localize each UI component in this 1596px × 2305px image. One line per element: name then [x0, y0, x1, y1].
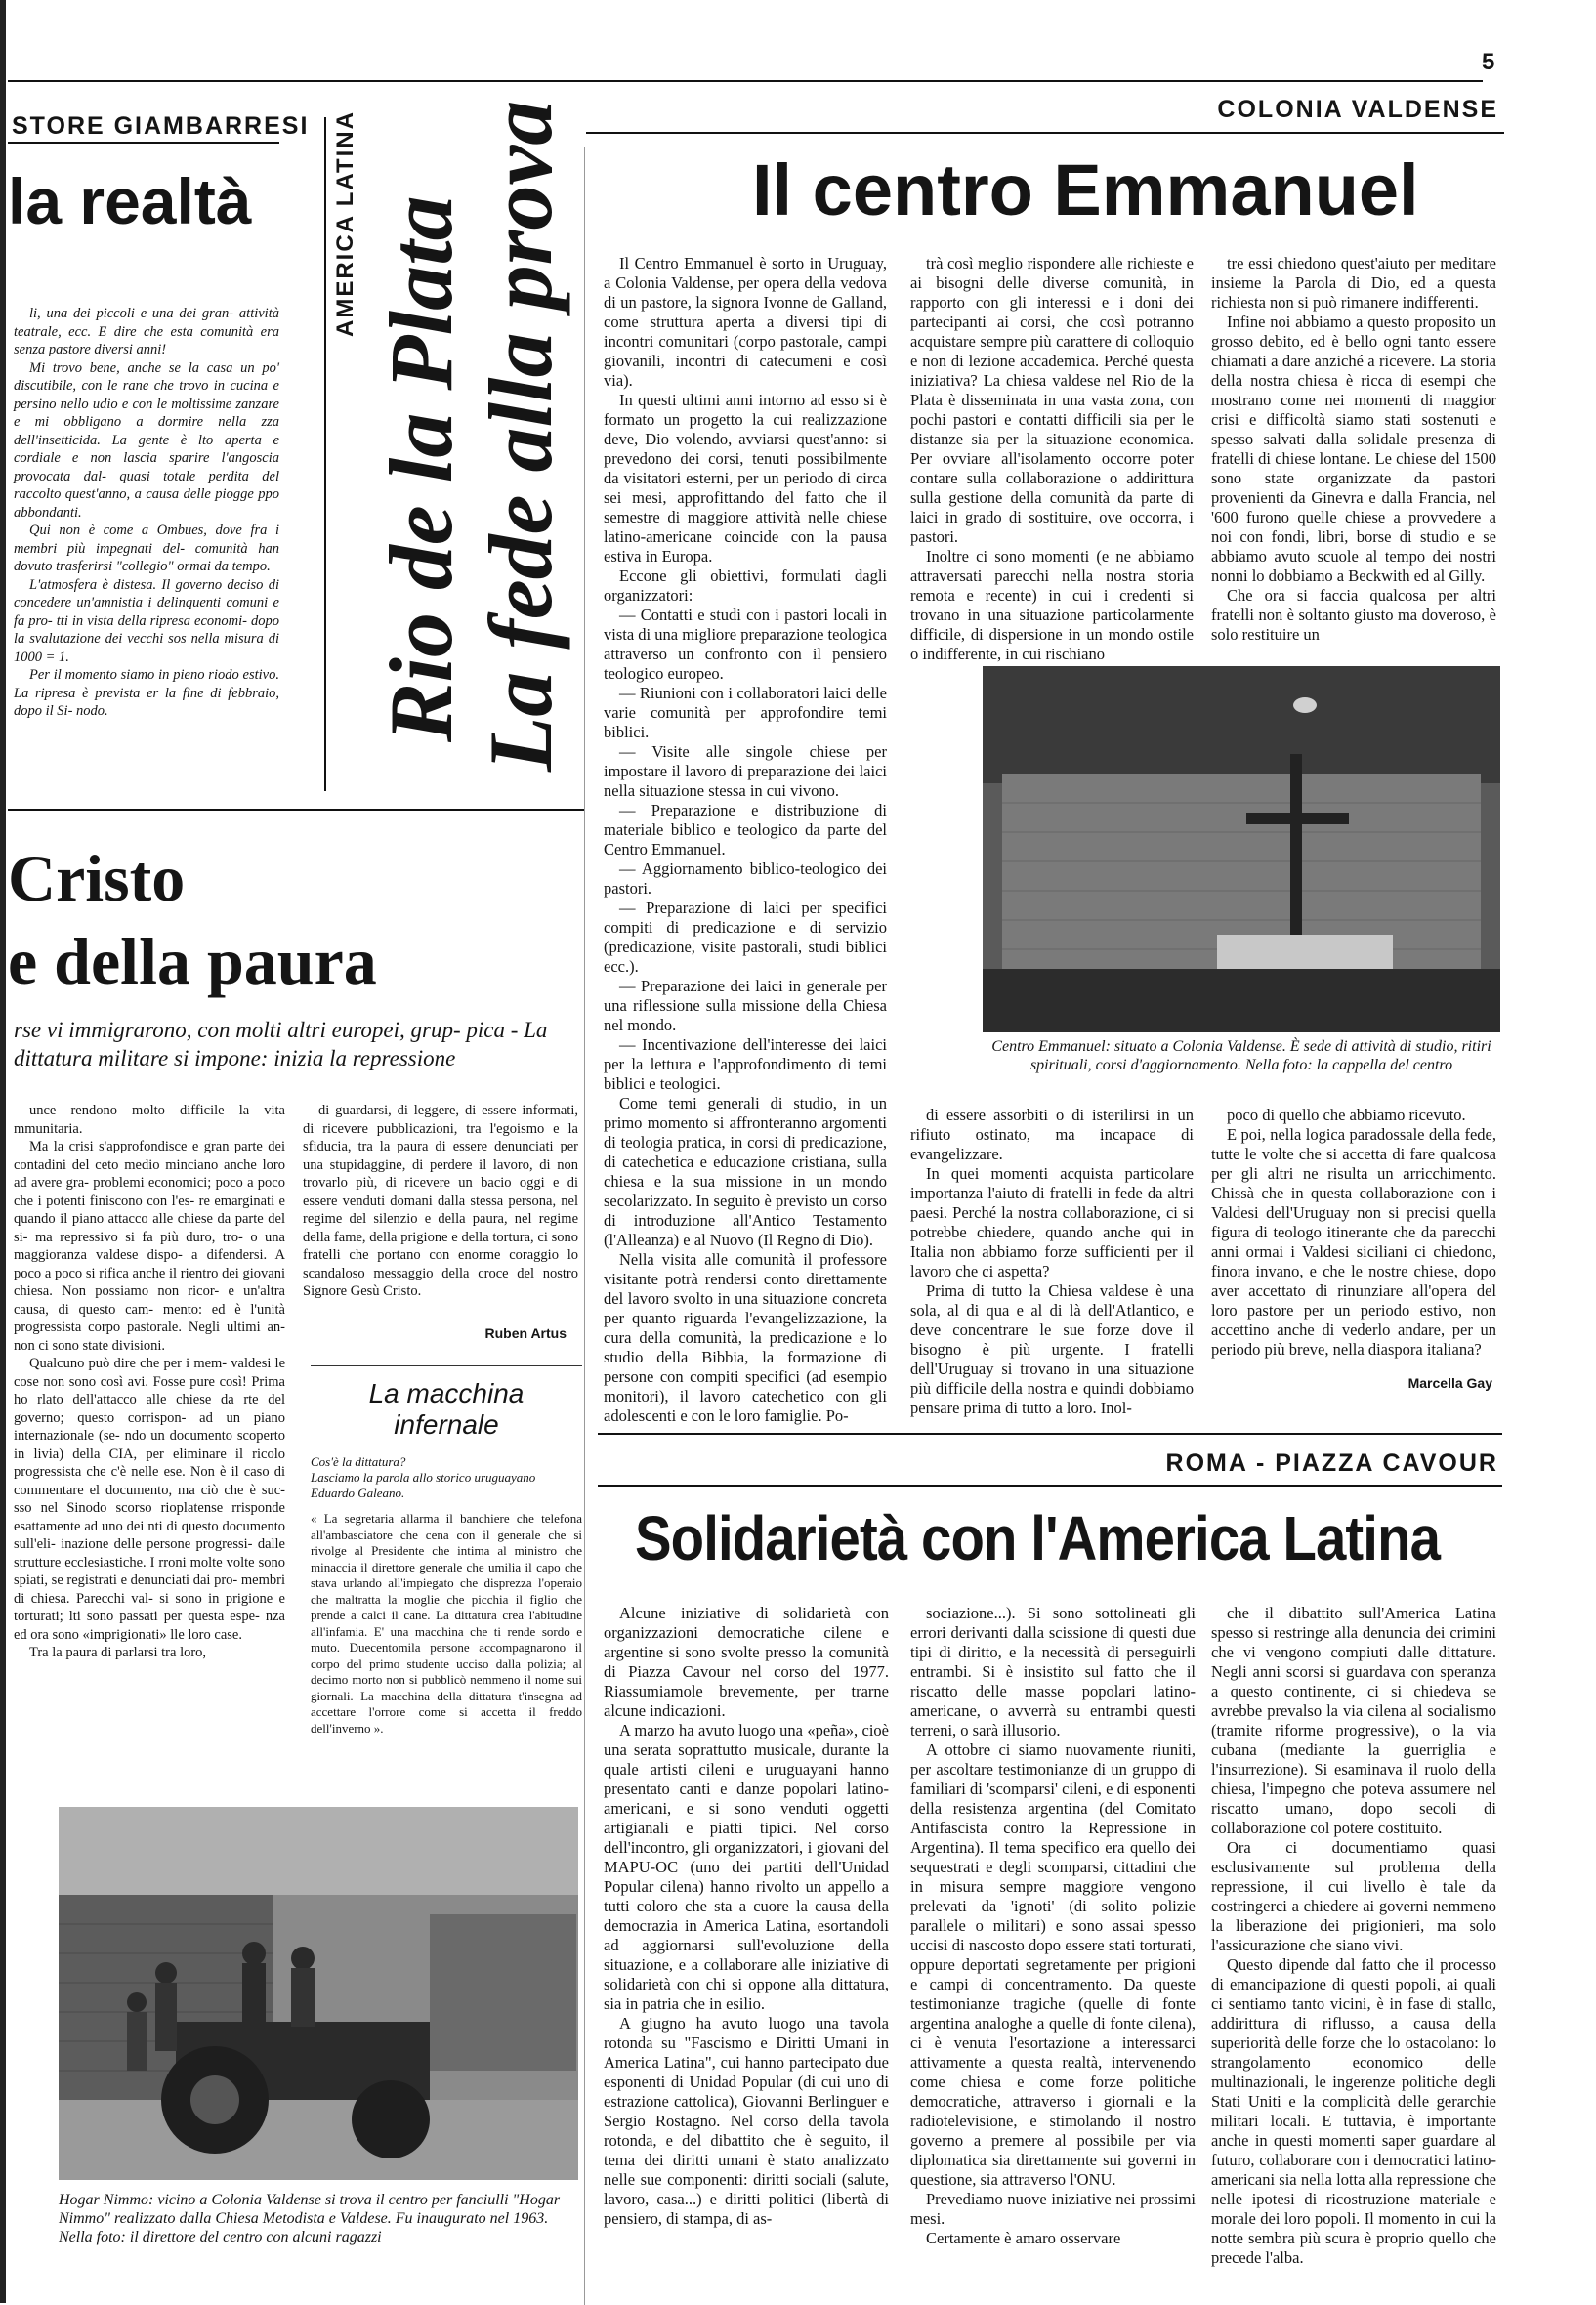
colonia-col3	[1211, 254, 1496, 656]
paragraph: — Contatti e studi con i pastori locali in vista di una migliore preparazione teologica attraverso un confronto con il pensiero teologico europeo.	[604, 606, 888, 683]
paragraph: che il dibattito sull'America Latina spesso si restringe alla denuncia dei crimini che vi vengono compiuti dalle dittature. Negli anni scorsi si guardava con speranza a questo continente, ci si chiedeva se avrebbe prevalso la via cilena al socialismo (tramite riforme progressive), o la via cubana (mediante la guerriglia e l'insurrezione). Si esaminava il ruolo della chiesa, l'impegno che poteva assumere nel riscatto umano, dopo secoli di collaborazione col potere costituito.	[1211, 1604, 1496, 1837]
roma-col2	[910, 1604, 1196, 2297]
macchina-quote: « La segretaria allarma il banchiere che telefona all'ambasciatore che cena con il generale che si rivolge al Presidente che intima al ministro che minaccia il direttore generale che umilia il capo che stava urlando all'impiegato che disprezza l'operaio che maltratta la moglie che picchia il figlio che prende a calci il cane. La dittatura crea l'abitudine all'infamia. E' una macchina che ti rende sordo e muto. Duecentomila persone accompagnarono il corpo del primo studente ucciso dalla polizia; al decimo morto non si pubblicò nemmeno il nome sui giornali. La macchina della dittatura t'insegna ad accettare l'orrore come si accetta il freddo dell'inverno ».	[311, 1511, 582, 1736]
roma-col1	[604, 1604, 889, 2297]
paragraph: Eccone gli obiettivi, formulati dagli organizzatori:	[604, 566, 887, 605]
fede-title: La fede alla prova	[471, 100, 570, 772]
colonia-headline: Il centro Emmanuel	[752, 149, 1419, 230]
paragraph: Infine noi abbiamo a questo proposito un grosso debito, ed è bello ogni tanto essere chiamati a dare anziché a ricevere. La storia della nostra chiesa è ricca di esempi che mostrano come nei momenti di maggior crisi e difficoltà siamo stati sostenuti e spesso salvati dalla solidale presenza di fratelli di chiese lontane. Le chiese del 1500 sono state organizzate da pastori provenienti da Ginevra e dalla Francia, nel '600 furono quelle chiese a provvedere a noi con fondi, libri, borse di studio e se abbiamo avuto scuole al tempo dei nostri nonni lo dobbiamo a Beckwith ed al Gilly.	[1211, 313, 1496, 585]
paragraph: — Preparazione di laici per specifici compiti di predicazione e di servizio (predicazione, visite pastorali, studi biblici ecc.).	[604, 899, 887, 976]
left-kicker-rule	[8, 142, 279, 144]
paragraph: sociazione...). Si sono sottolineati gli errori derivanti dalla scissione di questi due tipi di diritto, e la necessità di perseguirli entrambi. Si è insistito sul fatto che il riscatto delle masse popolari latino-americane, o avverrà su entrambi questi terreni, o sarà illusorio.	[910, 1604, 1196, 1739]
top-rule	[8, 80, 1483, 82]
paragraph: Qui non è come a Ombues, dove fra i membri più impegnati del- comunità han dovuto trasferirsi "collegio" ormai da tempo.	[14, 523, 279, 574]
paragraph: tre essi chiedono quest'aiuto per meditare insieme la Parola di Dio, ed a questa richiesta non si può rimanere indifferenti.	[1211, 254, 1496, 312]
paragraph: A marzo ha avuto luogo una «peña», cioè una serata soprattutto musicale, durante la quale artisti cileni e uruguayani hanno presentato canti e danze popolari latino-americani, e si sono venduti oggetti artigianali e piatti tipici. Nel corso dell'incontro, gli organizzatori, i giovani del MAPU-OC (uno dei partiti dell'Unidad Popular cilena) hanno rivolto un appello a tutti coloro che sta a cuore la causa della democrazia in America Latina, esortandoli ad aggiornarsi sull'evoluzione della situazione, e a collaborare alle iniziative di solidarietà con chi si oppone alla dittatura, sia in patria che in esilio.	[604, 1721, 889, 2013]
paragraph: L'atmosfera è distesa. Il governo deciso di concedere un'amnistia i delinquenti comuni e fa pro- tti in vista della ripresa economi- dopo la svalutazione dei vecchi sos nella misura di 1000 = 1.	[14, 576, 279, 665]
paragraph: — Preparazione dei laici in generale per una riflessione sulla missione della Chiesa nel mondo.	[604, 977, 887, 1034]
paragraph: Tra la paura di parlarsi tra loro,	[29, 1645, 207, 1660]
cristo-headline-2: e della paura	[8, 924, 377, 998]
paragraph: Certamente è amaro osservare	[926, 2229, 1121, 2247]
left-column	[14, 305, 279, 798]
america-latina-kicker: AMERICA LATINA	[332, 110, 358, 337]
paragraph: Prevediamo nuove iniziative nei prossimi mesi.	[910, 2190, 1196, 2228]
colonia-kicker: COLONIA VALDENSE	[1217, 96, 1498, 123]
colonia-col3b	[1211, 1106, 1496, 1379]
macchina-question: Cos'è la dittatura?	[311, 1454, 406, 1469]
paragraph: Che ora si faccia qualcosa per altri fratelli non è soltanto giusto ma doveroso, è solo restituire un	[1211, 586, 1496, 644]
chapel-photo	[983, 666, 1500, 1032]
colonia-col2	[910, 254, 1194, 663]
macchina-box	[311, 1365, 582, 1806]
paragraph: Come temi generali di studio, in un primo momento si affronteranno argomenti di teologia pratica, in corsi di predicazione, di catechetica e educazione cristiana, sulla chiesa e la sua missione in un mondo secolarizzato. In seguito è previsto un corso di introduzione all'Antico Testamento (l'Alleanza) e al Nuovo (Il Regno di Dio).	[604, 1094, 887, 1249]
chapel-caption: Centro Emmanuel: situato a Colonia Valdense. È sede di attività di studio, ritiri spirituali, corsi d'aggiornamento. Nella foto: la cappella del centro	[991, 1038, 1491, 1073]
cristo-byline: Ruben Artus	[484, 1325, 567, 1341]
paragraph: — Incentivazione dell'interesse dei laici per la lettura e l'approfondimento di temi biblici e teologici.	[604, 1035, 887, 1093]
page-number: 5	[1482, 49, 1495, 75]
paragraph: In questi ultimi anni intorno ad esso si è formato un progetto la cui realizzazione deve, Dio volendo, avviarsi quest'anno: si prevedono dei corsi, tenuti possibilmente da visitatori esterni, per un periodo di circa sei mesi, approfittando del fatto che il semestre di maggiore attività nelle chiese latino-americane coincide con la pausa estiva in Europa.	[604, 391, 887, 566]
hogar-nimmo-caption: Hogar Nimmo: vicino a Colonia Valdense si trova il centro per fanciulli "Hogar Nimmo" realizzato dalla Chiesa Metodista e Valdese. Fu inaugurato nel 1963. Nella foto: il direttore del centro con alcuni ragazzi	[59, 2192, 561, 2245]
col-divider-left	[584, 147, 585, 2305]
roma-headline: Solidarietà con l'America Latina	[635, 1503, 1441, 1573]
macchina-title-2: infernale	[394, 1409, 499, 1440]
paragraph: — Aggiornamento biblico-teologico dei pastori.	[604, 859, 887, 898]
paragraph: poco di quello che abbiamo ricevuto.	[1227, 1106, 1466, 1124]
cristo-headline-1: Cristo	[8, 841, 186, 915]
roma-kicker: ROMA - PIAZZA CAVOUR	[1165, 1449, 1498, 1477]
paragraph: Mi trovo bene, anche se la casa un po' discutibile, con le rane che trovo in cucina e persino nello udio e con le moltissime zanzare e mi obbligano a dormire nella zza dell'insetticida. La gente è lto aperta e cordiale e non lascia sparire l'angoscia provocata dal- quasi totale perdita del raccolto quest'anno, a causa delle piogge ppo abbondanti.	[14, 359, 279, 521]
paragraph: Inoltre ci sono momenti (e ne abbiamo attraversati parecchi nella nostra storia remota e recente) in cui i credenti si trovano in una situazione particolarmente difficile, di dispersione in un mondo ostile o indifferente, in cui rischiano	[910, 547, 1194, 663]
paragraph: Il Centro Emmanuel è sorto in Uruguay, a Colonia Valdense, per opera della vedova di un pastore, la signora Ivonne de Galland, come struttura aperta a diversi tipi di incontri comunitari (corpo pastorale, campi giovanili, incontri di catecumeni e così via).	[604, 254, 887, 390]
cristo-deck: rse vi immigrarono, con molti altri europei, grup- pica - La dittatura militare si impone: inizia la repressione	[14, 1018, 548, 1070]
left-headline: la realtà	[8, 165, 252, 237]
paragraph: In quei momenti acquista particolare importanza l'aiuto di fratelli in fede da altri paesi. Perché la nostra collaborazione, ci si potrebbe chiedere, quando anche qui in Italia non abbiamo forze sufficienti per il lavoro che ci aspetta?	[910, 1164, 1194, 1280]
colonia-byline: Marcella Gay	[1407, 1375, 1492, 1391]
paragraph: A ottobre ci siamo nuovamente riuniti, per ascoltare testimonianze di un gruppo di familiari di 'scomparsi' cileni, e di esponenti della resistenza argentina (del Comitato Antifascista contro la Repressione in Argentina). Il tema specifico era quello dei sequestrati e degli scomparsi, cittadini che in misura sempre maggiore vengono prelevati da 'ignoti' (di solito polizie parallele o militari) e sono assai spesso uccisi di nascosto dopo essere stati torturati, oppure deportati segretamente per prigioni e campi di concentramento. Da queste testimonianze tragiche (quelle di fonte argentina analoghe a quelle di fonte cilena), ci è venuta l'esortazione a interessarci attivamente a questa realtà, intervenendo come chiesa e come forze politiche democratiche, attraverso i giornali e la radiotelevisione, e stimolando il nostro governo a premere al possibile per via diplomatica sia direttamente sui governi in questione, sia attraverso l'ONU.	[910, 1740, 1196, 2189]
roma-kicker-rule	[598, 1485, 1502, 1487]
hogar-nimmo-photo	[59, 1807, 578, 2180]
colonia-col1	[604, 254, 888, 1425]
rio-title: Rio de la Plata	[371, 195, 471, 742]
mid-left-rule	[8, 809, 584, 811]
colonia-col2b	[910, 1106, 1194, 1417]
paragraph: trà così meglio rispondere alle richieste e ai bisogni delle diverse comunità, in rapporto con gli interessi e i doni dei partecipanti ai corsi, che così potranno acquistare sempre più carattere di colloquio e non di lezione accademica. Perché questa iniziativa? La chiesa valdese nel Rio de la Plata è disseminata in una vasta zona, con pochi pastori e contatti difficili sia per le distanze sia per la situazione economica. Per ovviare all'isolamento occorre poter contare sulla collaborazione o addirittura sulla gestione della comunità da parte di laici in grado di sostituire, ove occorra, i pastori.	[910, 254, 1194, 546]
paragraph: li, una dei piccoli e una dei gran- attività teatrale, ecc. E dire che esta comunità era senza pastore diversi anni!	[14, 306, 279, 357]
macchina-intro: Lasciamo la parola allo storico uruguayano Eduardo Galeano.	[311, 1470, 536, 1500]
paragraph: Per il momento siamo in pieno riodo estivo. La ripresa è prevista er la fine di febbraio, dopo il Si- nodo.	[14, 667, 279, 719]
paragraph: Ma la crisi s'approfondisce e gran parte dei contadini del ceto medio minciano anche loro ad avere gra- problemi economici; poco a poco che i potenti finiscono con l'es- re emarginati e quando il piano attacco alle chiese da parte del si- ma repressivo si fa più duro, tro- o una maggioranza valdese dispo- a difendersi. A poco a poco si rifica anche il rientro dei giovani chiesa. Non possiamo non ricor- e un'altra causa, di questo cam- mento: ed è l'unità progressista corpo pastorale. Negli ultimi an- non ci sono state divisioni.	[14, 1139, 285, 1354]
roma-top-rule	[598, 1433, 1502, 1435]
binding-edge	[0, 0, 6, 2303]
paragraph: Prima di tutto la Chiesa valdese è una sola, al di qua e al di là dell'Atlantico, e deve concentrare le sue forze dove il bisogno è più urgente. I fratelli dell'Uruguay si trovano in una situazione più difficile della nostra e quindi dobbiamo pensare prima di tutto a loro. Inol-	[910, 1281, 1194, 1417]
paragraph: Qualcuno può dire che per i mem- valdesi le cose non sono così avi. Fosse pure così! Prima ho rlato dell'attacco alle chiese da rte del governo; questo corrispon- ad un piano internazionale (se- ndo un documento scoperto in livia) della CIA, per eliminare il ricolo progressista che c'è nelle ese. Non è il caso di commentare el documento, ma ciò che è suc- sso nel Sinodo scorso rioplatense rrisponde esattamente ad uno dei nti di questo documento sull'eli- inazione delle persone progressi- dalle strutture ecclesiastiche. I rroni molte volte sono spiati, se registrati e denunciati dai pro- membri di chiesa. Parecchi val- si sono in prigione e torturati; lti sono passati per questa espe- nza ed ora sono «imprigionati» lle loro case.	[14, 1356, 285, 1643]
paragraph: — Visite alle singole chiese per impostare il lavoro di preparazione dei laici nella situazione stessa in cui vivono.	[604, 742, 887, 800]
paragraph: A giugno ha avuto luogo una tavola rotonda su "Fascismo e Diritti Umani in America Latina", cui hanno partecipato due esponenti di Unidad Popular (di cui uno di estrazione cattolica), Giovanni Berlinguer e Sergio Rostagno. Nel corso della tavola rotonda, e del dibattito che è seguito, il tema dei diritti umani è stato analizzato nelle sue componenti: diritti sociali (salute, lavoro, casa...) e diritti politici (libertà di pensiero, di stampa, di as-	[604, 2014, 889, 2228]
macchina-title-1: La macchina	[368, 1378, 525, 1408]
roma-col3	[1211, 1604, 1496, 2297]
hogar-photo-art	[59, 1807, 578, 2180]
paragraph: Alcune iniziative di solidarietà con organizzazioni democratiche cilene e argentine si sono svolte presso la comunità di Piazza Cavour nel corso del 1977. Riassumiamole brevemente, per trarne alcune indicazioni.	[604, 1604, 889, 1720]
paragraph: di guardarsi, di leggere, di essere informati, di ricevere pubblicazioni, tra l'egoismo e la sfiducia, tra la paura di essere denunciati per una stupidaggine, di perdere il lavoro, di non trovarlo più, di ricevere un bacio oggi e di essere venduti domani dalla stessa persona, nel regime del silenzio e della paura, nel regime della fame, della prigione e della tortura, ci sono fratelli che portano con enorme coraggio lo scandaloso messaggio della croce del nostro Signore Gesù Cristo.	[303, 1103, 578, 1299]
paragraph: — Riunioni con i collaboratori laici delle varie comunità per approfondire temi biblici.	[604, 684, 887, 741]
left-kicker: STORE GIAMBARRESI	[12, 112, 310, 140]
chapel-photo-art	[983, 666, 1500, 1032]
paragraph: di essere assorbiti o di isterilirsi in un rifiuto ostinato, ma incapace di evangelizzare.	[910, 1106, 1194, 1163]
cristo-col2	[303, 1102, 578, 1331]
paragraph: Ora ci documentiamo quasi esclusivamente sul problema della repressione, il cui livello è tale da costringerci a chiedere ai governi nemmeno la liberazione dei prigionieri, ma solo l'assicurazione che siano vivi.	[1211, 1838, 1496, 1954]
paragraph: Nella visita alle comunità il professore visitante potrà rendersi conto direttamente del lavoro svolto in una situazione concreta per quanto riguarda l'evangelizzazione, la cura della comunità, la predicazione e lo studio della Bibbia, la formazione di persone con compiti specifici (ad esempio monitori), il lavoro catechetico con gli adolescenti e con le loro famiglie. Po-	[604, 1250, 887, 1425]
colonia-kicker-rule	[586, 132, 1504, 134]
paragraph: Questo dipende dal fatto che il processo di emancipazione di questi popoli, ai quali ci sentiamo tanto vicini, è in fase di stallo, addirittura di riflusso, a causa della superiorità delle forze che lo ostacolano: lo strangolamento economico delle multinazionali, le ingerenze politiche degli Stati Uniti e la complicità delle gerarchie militari locali. E tuttavia, è importante anche in questi momenti saper guardare al futuro, collaborare con i democratici latino-americani sia nella lotta alla repressione che nelle ipotesi di ricostruzione materiale e morale dei loro popoli. Il momento in cui la notte sembra più scura è proprio quello che precede l'alba.	[1211, 1955, 1496, 2267]
vertical-divider	[324, 117, 326, 791]
paragraph: unce rendono molto difficile la vita mmunitaria.	[14, 1103, 285, 1137]
paragraph: — Preparazione e distribuzione di materiale biblico e teologico da parte del Centro Emmanuel.	[604, 801, 887, 859]
paragraph: E poi, nella logica paradossale della fede, tutte le volte che si accetta di fare qualcosa per gli altri ne risulta un arricchimento. Chissà che in questa collaborazione con i Valdesi dell'Uruguay non si precisi quella figura di teologo itinerante che da parecchi anni ormai i Valdesi siciliani ci chiedono, finora invano, e che le nostre chiese, dopo aver accettato di rinunziare all'opera del loro pastore per un periodo estivo, non accettino anche di vederlo andare, per un periodo più breve, nella diaspora italiana?	[1211, 1125, 1496, 1359]
cristo-col1	[14, 1102, 285, 1781]
